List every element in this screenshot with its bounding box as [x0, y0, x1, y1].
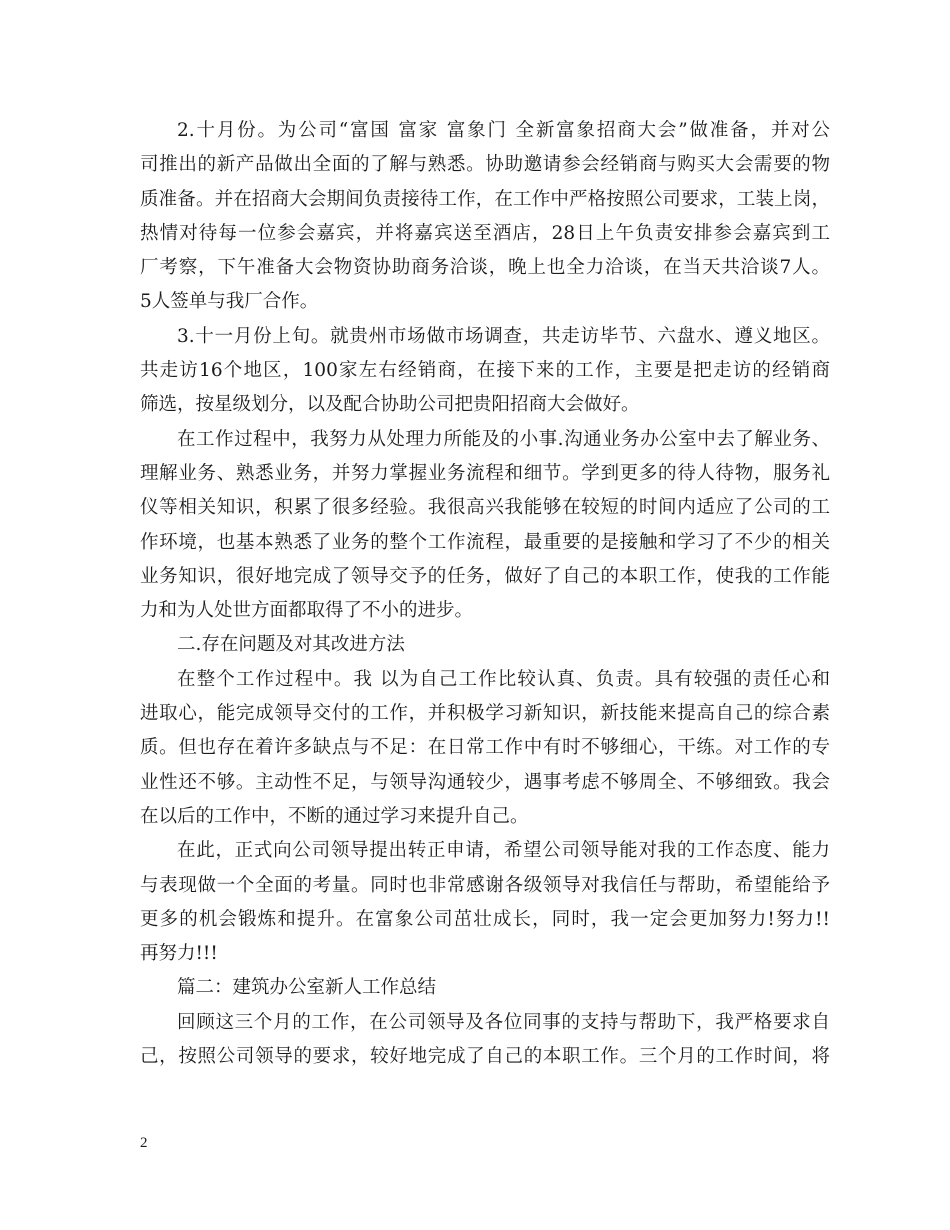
text-line: 作环境，也基本熟悉了业务的整个工作流程，最重要的是接触和学习了不少的相关: [140, 531, 830, 553]
document-body: [140, 114, 830, 1074]
text-line: 力和为人处世方面都取得了不小的进步。: [140, 600, 474, 622]
text-line: 5人签单与我厂合作。: [140, 291, 319, 313]
text-line: 3.十一月份上旬。就贵州市场做市场调查，共走访毕节、六盘水、遵义地区。: [177, 325, 830, 347]
text-line: 业性还不够。主动性不足，与领导沟通较少，遇事考虑不够周全、不够细致。我会: [140, 771, 830, 793]
text-line: 司推出的新产品做出全面的了解与熟悉。协助邀请参会经销商与购买大会需要的物: [140, 154, 830, 176]
text-line: 更多的机会锻炼和提升。在富象公司茁壮成长，同时，我一定会更加努力!努力!!: [140, 908, 830, 930]
text-line: 进取心，能完成领导交付的工作，并积极学习新知识，新技能来提高自己的综合素: [140, 703, 830, 725]
text-line: 在工作过程中，我努力从处理力所能及的小事.沟通业务办公室中去了解业务、: [177, 428, 830, 450]
text-line: 己，按照公司领导的要求，较好地完成了自己的本职工作。三个月的工作时间，将: [140, 1046, 830, 1068]
text-line: 厂考察，下午准备大会物资协助商务洽谈，晚上也全力洽谈，在当天共洽谈7人。: [140, 257, 830, 279]
text-line: 再努力!!!: [140, 943, 218, 965]
text-line: 理解业务、熟悉业务，并努力掌握业务流程和细节。学到更多的待人待物，服务礼: [140, 462, 830, 484]
page-number: 2: [140, 1135, 148, 1151]
text-line: 在整个工作过程中。我 以为自己工作比较认真、负责。具有较强的责任心和: [177, 668, 830, 690]
text-line: 热情对待每一位参会嘉宾，并将嘉宾送至酒店，28日上午负责安排参会嘉宾到工: [140, 222, 830, 244]
text-line: 在以后的工作中，不断的通过学习来提升自己。: [140, 805, 529, 827]
text-line: 业务知识，很好地完成了领导交予的任务，做好了自己的本职工作，使我的工作能: [140, 565, 830, 587]
text-line: 在此，正式向公司领导提出转正申请，希望公司领导能对我的工作态度、能力: [177, 840, 830, 862]
text-line: 篇二：建筑办公室新人工作总结: [177, 977, 437, 999]
text-line: 二.存在问题及对其改进方法: [177, 634, 405, 656]
text-line: 与表现做一个全面的考量。同时也非常感谢各级领导对我信任与帮助，希望能给予: [140, 874, 830, 896]
text-line: 回顾这三个月的工作，在公司领导及各位同事的支持与帮助下，我严格要求自: [177, 1011, 830, 1033]
text-line: 仪等相关知识，积累了很多经验。我很高兴我能够在较短的时间内适应了公司的工: [140, 497, 830, 519]
text-line: 筛选，按星级划分，以及配合协助公司把贵阳招商大会做好。: [140, 394, 640, 416]
text-line: 共走访16个地区，100家左右经销商，在接下来的工作，主要是把走访的经销商: [140, 360, 830, 382]
text-line: 质准备。并在招商大会期间负责接待工作，在工作中严格按照公司要求，工装上岗，: [140, 188, 830, 210]
text-line: 2.十月份。为公司“富国 富家 富象门 全新富象招商大会”做准备，并对公: [177, 120, 830, 141]
text-line: 质。但也存在着许多缺点与不足：在日常工作中有时不够细心，干练。对工作的专: [140, 737, 830, 759]
